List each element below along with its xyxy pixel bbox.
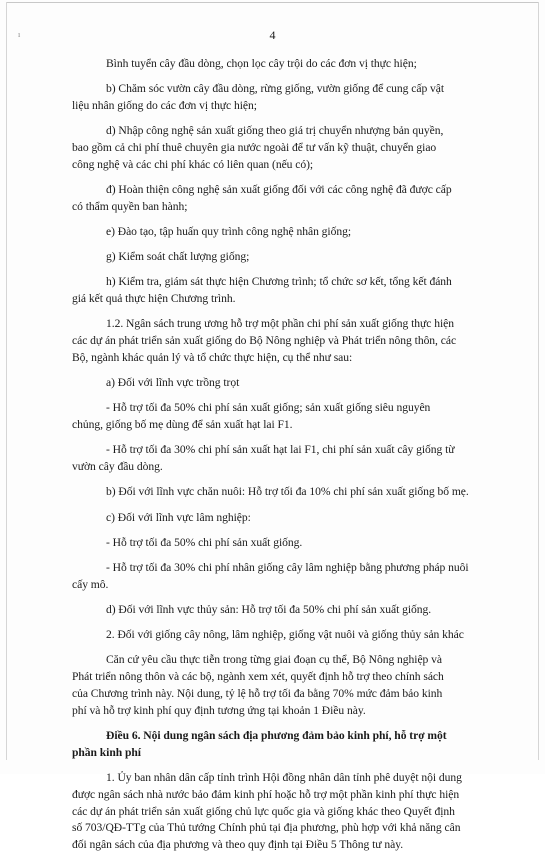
text-line: các dự án phát triển sản xuất giống do Bộ Nông nghiệp và Phát triển nông thôn, các bbox=[72, 334, 457, 347]
text-line: d) Nhập công nghệ sản xuất giống theo giá trị chuyển nhượng bản quyền, bbox=[106, 124, 444, 137]
text-line: e) Đào tạo, tập huấn quy trình công nghệ nhân giống; bbox=[106, 225, 351, 238]
text-line: được ngân sách nhà nước bảo đảm kinh phí hoặc hỗ trợ một phần kinh phí thực hiện bbox=[72, 788, 460, 801]
text-line: b) Đối với lĩnh vực chăn nuôi: Hỗ trợ tối đa 10% chi phí sản xuất giống bố mẹ. bbox=[106, 485, 469, 498]
text-line: vườn cây đầu dòng. bbox=[72, 460, 163, 473]
text-line: b) Chăm sóc vườn cây đầu dòng, rừng giống, vườn giống để cung cấp vật bbox=[106, 82, 445, 95]
text-line: bao gồm cả chi phí thuê chuyên gia nước ngoài để tư vấn kỹ thuật, chuyển giao bbox=[72, 141, 437, 154]
text-line: cấy mô. bbox=[72, 578, 109, 591]
text-line: - Hỗ trợ tối đa 30% chi phí nhân giống cây lâm nghiệp bằng phương pháp nuôi bbox=[106, 561, 469, 574]
text-line: phí và hỗ trợ kinh phí quy định tương ứng tại khoản 1 Điều này. bbox=[72, 704, 366, 717]
text-line: đối ngân sách của địa phương và theo quy định tại Điều 5 Thông tư này. bbox=[72, 838, 404, 851]
text-line: Bộ, ngành khác quản lý và tổ chức thực hiện, cụ thể như sau: bbox=[72, 351, 353, 364]
text-line: Điều 6. Nội dung ngân sách địa phương đảm bảo kinh phí, hỗ trợ một bbox=[106, 729, 447, 742]
text-line: số 703/QĐ-TTg của Thủ tướng Chính phủ tại địa phương, phù hợp với khả năng cân bbox=[72, 821, 461, 834]
text-line: Phát triển nông thôn và các bộ, ngành xem xét, quyết định hỗ trợ theo chính sách bbox=[72, 670, 444, 683]
text-line: giá kết quả thực hiện Chương trình. bbox=[72, 292, 236, 305]
page-number: 4 bbox=[269, 28, 276, 42]
text-line: liệu nhân giống do các đơn vị thực hiện; bbox=[72, 99, 257, 112]
text-line: - Hỗ trợ tối đa 30% chi phí sản xuất hạt lai F1, chi phí sản xuất cây giống từ bbox=[106, 443, 455, 456]
text-line: đ) Hoàn thiện công nghệ sản xuất giống đối với các công nghệ đã được cấp bbox=[106, 183, 452, 196]
text-line: g) Kiểm soát chất lượng giống; bbox=[106, 250, 250, 263]
text-line: có thẩm quyền ban hành; bbox=[72, 200, 188, 213]
scan-border-top bbox=[6, 2, 539, 3]
text-line: chủng, giống bố mẹ dùng để sản xuất hạt lai F1. bbox=[72, 418, 293, 431]
text-line: - Hỗ trợ tối đa 50% chi phí sản xuất giống; sản xuất giống siêu nguyên bbox=[106, 401, 431, 414]
scan-border-left bbox=[6, 2, 7, 760]
text-line: h) Kiểm tra, giám sát thực hiện Chương trình; tổ chức sơ kết, tổng kết đánh bbox=[106, 275, 452, 288]
text-line: các dự án phát triển sản xuất giống chủ lực quốc gia và giống khác theo Quyết định bbox=[72, 805, 455, 818]
text-line: d) Đối với lĩnh vực thủy sản: Hỗ trợ tối đa 50% chi phí sản xuất giống. bbox=[106, 603, 432, 616]
corner-mark: ı bbox=[18, 30, 21, 39]
text-line: Bình tuyển cây đầu dòng, chọn lọc cây trội do các đơn vị thực hiện; bbox=[106, 57, 417, 70]
text-line: của Chương trình này. Nội dung, tỷ lệ hỗ trợ tối đa bằng 70% mức đảm bảo kinh bbox=[72, 687, 443, 700]
text-line: - Hỗ trợ tối đa 50% chi phí sản xuất giống. bbox=[106, 536, 303, 549]
text-line: 2. Đối với giống cây nông, lâm nghiệp, giống vật nuôi và giống thủy sản khác bbox=[106, 628, 464, 641]
text-line: c) Đối với lĩnh vực lâm nghiệp: bbox=[106, 511, 251, 524]
scan-border-right bbox=[538, 2, 539, 760]
text-line: công nghệ và các chi phí khác có liên quan (nếu có); bbox=[72, 158, 314, 171]
text-line: a) Đối với lĩnh vực trồng trọt bbox=[106, 376, 240, 389]
text-line: 1. Ủy ban nhân dân cấp tỉnh trình Hội đồng nhân dân tỉnh phê duyệt nội dung bbox=[106, 771, 462, 784]
text-line: 1.2. Ngân sách trung ương hỗ trợ một phần chi phí sản xuất giống thực hiện bbox=[106, 317, 454, 330]
text-line: phần kinh phí bbox=[72, 746, 141, 759]
text-line: Căn cứ yêu cầu thực tiễn trong từng giai đoạn cụ thể, Bộ Nông nghiệp và bbox=[106, 653, 442, 666]
